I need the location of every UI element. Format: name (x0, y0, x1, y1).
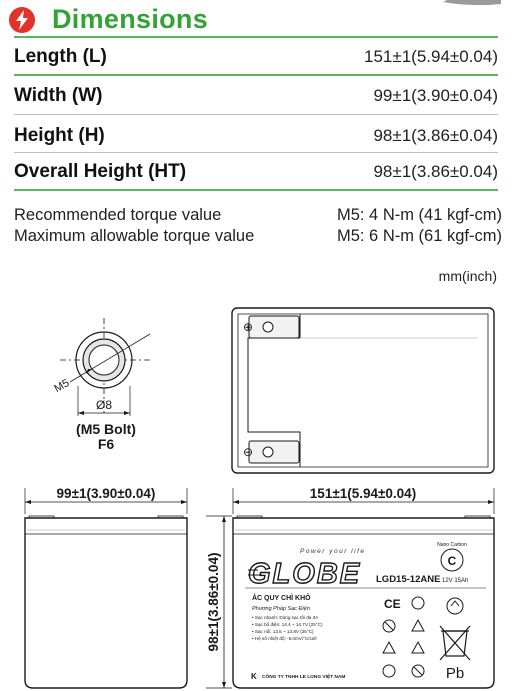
row-divider (14, 74, 498, 76)
terminal-detail (52, 318, 150, 452)
nano-badge: Nano Carbon (437, 542, 467, 548)
positive-mark: ⊕ (243, 320, 254, 334)
nano-badge-letter: C (447, 554, 457, 568)
width-dimension (25, 486, 187, 514)
thread-label: M5 (52, 377, 72, 396)
spec-value: 98±1(3.86±0.04) (373, 126, 498, 145)
company-name: CÔNG TY TNHH LE LONG VIỆT NAM (262, 675, 346, 680)
spec-value: 98±1(3.86±0.04) (373, 162, 498, 181)
row-divider (14, 189, 498, 191)
spec-value: 151±1(5.94±0.04) (364, 47, 498, 66)
height-label: 98±1(3.86±0.04) (206, 552, 221, 652)
instruction-line: • Sạc bổ điện: 14.4 ~ 14.7V (25°C) (252, 622, 323, 627)
side-view (25, 516, 187, 688)
model-rating: 12V 15Ah (442, 578, 469, 584)
recycle-text: Pb (445, 665, 465, 682)
torque-row-maximum (14, 227, 502, 247)
row-divider (14, 152, 498, 153)
top-view (232, 308, 494, 473)
header-divider (14, 36, 498, 38)
brand-logo: GLOBE (248, 558, 362, 590)
model-name: LGD15-12ANE (376, 574, 441, 585)
torque-value: M5: 6 N-m (61 kgf-cm) (336, 227, 502, 245)
width-label: 99±1(3.90±0.04) (56, 486, 156, 501)
instruction-line: • Sạc nổi: 13.5 ~ 13.8V (25°C) (252, 629, 314, 634)
battery-type: ẮC QUY CHÌ KHÔ (252, 595, 311, 602)
height-dimension (206, 516, 232, 688)
section-title: Dimensions (52, 4, 209, 34)
spec-label: Width (W) (14, 85, 103, 106)
brand-tagline: Power your life (300, 548, 366, 555)
terminal-code: F6 (97, 436, 115, 452)
front-view (233, 516, 494, 688)
length-label: 151±1(5.94±0.04) (309, 486, 417, 501)
length-dimension (233, 486, 494, 514)
bolt-label: (M5 Bolt) (76, 421, 136, 437)
negative-mark: ⊖ (243, 445, 254, 459)
spec-value: 99±1(3.90±0.04) (373, 86, 498, 105)
spec-label: Length (L) (14, 46, 107, 67)
torque-label: Recommended torque value (14, 206, 222, 224)
spec-row-length (14, 40, 498, 72)
spec-row-width (14, 79, 498, 111)
torque-label: Maximum allowable torque value (14, 227, 255, 245)
company-logo-icon: K (251, 672, 257, 681)
torque-value: M5: 4 N-m (41 kgf-cm) (336, 206, 502, 224)
spec-row-overall-height (14, 155, 498, 187)
spec-label: Height (H) (14, 125, 105, 146)
unit-label: mm(inch) (438, 268, 497, 284)
diameter-label: Ø8 (95, 398, 113, 412)
spec-row-height (14, 119, 498, 151)
lightning-bolt-icon (8, 6, 36, 34)
row-divider (14, 114, 498, 115)
spec-label: Overall Height (HT) (14, 161, 187, 182)
torque-row-recommended (14, 206, 502, 226)
section-header (0, 0, 513, 40)
ce-mark-icon: CE (384, 597, 401, 611)
technical-drawing (0, 290, 513, 691)
decorative-corner (443, 0, 501, 6)
instruction-line: • Hệ số nhiệt độ: -5.0mV/°C/cell (252, 636, 317, 641)
instruction-line: • Sạc nhanh: Dòng sạc tối đa 3A (252, 615, 319, 620)
charge-method: Phương Pháp Sạc Điện (252, 606, 310, 612)
